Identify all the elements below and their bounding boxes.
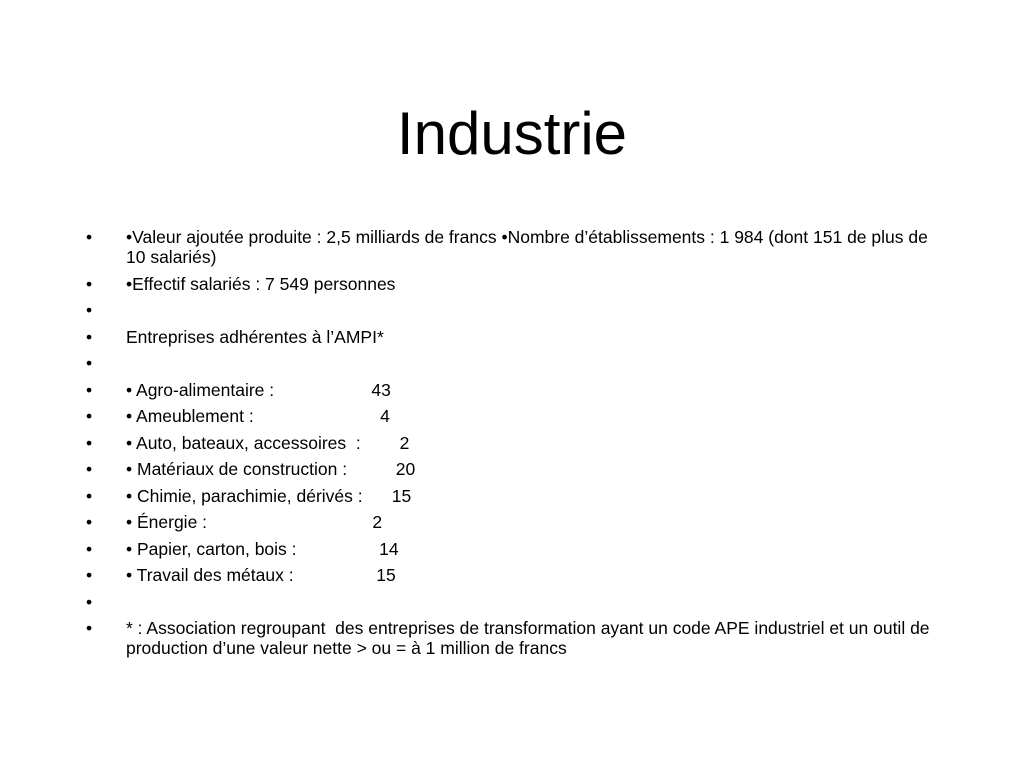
sector-entry: • Chimie, parachimie, dérivés : 15 [126,485,412,506]
list-item-sector [86,459,936,479]
list-item-text: •Effectif salariés : 7 549 personnes [126,273,396,294]
sector-entry: • Agro-alimentaire : 43 [126,379,391,400]
sector-entry: • Travail des métaux : 15 [126,565,396,585]
list-item-ampi-heading [86,327,936,347]
list-item-footnote [86,618,936,658]
bullet-icon: • [86,565,93,585]
bullet-icon: • [86,591,93,612]
bullet-icon: • [86,459,93,479]
sector-entry: • Auto, bateaux, accessoires : 2 [126,432,410,453]
list-item-text: •Valeur ajoutée produite : 2,5 milliards de francs •Nombre d’établissements : 1 984 (dont 151 de plus de 10 salariés) [126,227,933,267]
list-item-empty [86,300,936,320]
bullet-icon: • [86,432,93,453]
list-item-sector [86,406,936,426]
sector-entry: • Matériaux de construction : 20 [126,459,416,479]
sector-entry: • Ameublement : 4 [126,406,390,426]
list-item-sector [86,486,936,506]
list-item-employees [86,274,936,294]
list-item-value-added [86,227,936,267]
bullet-icon: • [86,227,93,247]
bullet-icon: • [86,353,93,373]
list-item-sector [86,433,936,453]
bullet-icon: • [86,406,93,426]
bullet-list [86,227,936,665]
bullet-icon: • [86,512,93,532]
bullet-icon: • [86,379,93,400]
list-item-text: Entreprises adhérentes à l’AMPI* [126,326,384,347]
footnote-text: * : Association regroupant des entreprises de transformation ayant un code APE industriel et un outil de production d’une valeur nette > ou = à 1 million de francs [126,618,935,658]
bullet-icon: • [86,618,93,638]
list-item-empty [86,353,936,373]
bullet-icon: • [86,300,93,320]
list-item-sector [86,539,936,559]
bullet-icon: • [86,326,93,347]
sector-entry: • Papier, carton, bois : 14 [126,538,399,559]
list-item-sector [86,512,936,532]
list-item-empty [86,592,936,612]
bullet-icon: • [86,273,93,294]
list-item-sector [86,380,936,400]
list-item-sector [86,565,936,585]
sector-entry: • Énergie : 2 [126,512,383,532]
bullet-icon: • [86,485,93,506]
slide-title: Industrie [396,100,628,167]
bullet-icon: • [86,538,93,559]
